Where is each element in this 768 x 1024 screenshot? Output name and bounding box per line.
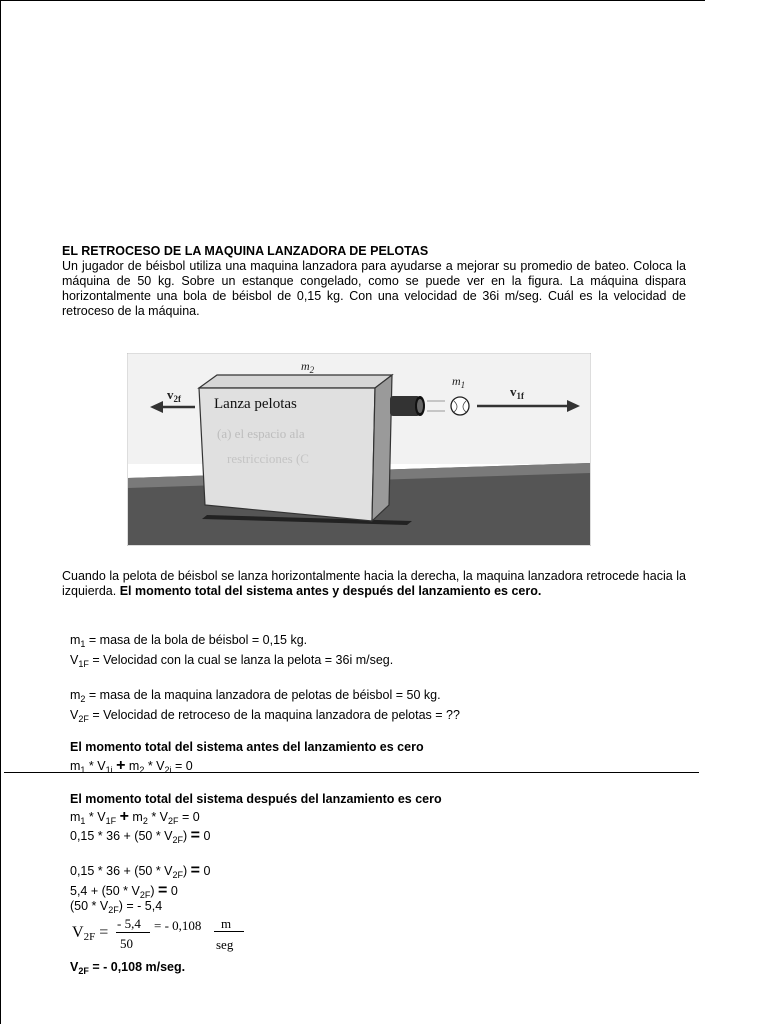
fraction-denominator: 50	[120, 936, 133, 951]
definition-v2f-text: = Velocidad de retroceso de la maquina lanzadora de pelotas = ??	[88, 708, 460, 722]
document-title: EL RETROCESO DE LA MAQUINA LANZADORA DE PELOTAS	[62, 244, 429, 258]
fraction-bar	[116, 932, 150, 933]
label-m1: $m_1$	[452, 374, 466, 390]
step-d-left-text: (50 * V	[70, 899, 109, 913]
label-m2: $m_2$	[301, 359, 315, 375]
svg-text:restricciones (C: restricciones (C	[227, 451, 309, 466]
pitching-machine-figure	[127, 353, 591, 546]
box-label: Lanza pelotas	[214, 396, 297, 412]
definition-v1f-text: = Velocidad con la cual se lanza la pelota = 36i m/seg.	[88, 653, 394, 667]
definition-v1f: $V_{1F}$ = Velocidad con la cual se lanza la pelota = 36i m/seg.	[70, 653, 394, 669]
left-border-line	[0, 0, 1, 1024]
substitution-step-1: $0,15 * 36 + (50 * V_{2F}) = 0$	[70, 827, 211, 845]
final-answer: $V_{2F}$ = - 0,108 m/seg.	[70, 960, 186, 976]
substitution-step-4: $(50 * V_{2F})$ = - 5,4	[70, 899, 163, 915]
final-answer-text: = - 0,108 m/seg.	[88, 960, 186, 974]
definition-v2f: $V_{2F}$ = Velocidad de retroceso de la maquina lanzadora de pelotas = ??	[70, 708, 460, 724]
top-border-line	[0, 0, 705, 1]
result-variable: $V_{2F}$ =	[72, 924, 109, 943]
explanation-paragraph	[62, 569, 686, 599]
explanation-bold-text: El momento total del sistema antes y después del lanzamiento es cero.	[119, 584, 542, 598]
definition-m2-text: = masa de la maquina lanzadora de pelotas de béisbol = 50 kg.	[85, 688, 441, 702]
step-b-text: 0,15 * 36 + (50 * V	[70, 864, 173, 878]
step-a-text: 0,15 * 36 + (50 * V	[70, 829, 173, 843]
label-v2f: $v_{2f}$	[167, 387, 181, 404]
definition-m1: $m_1$ = masa de la bola de béisbol = 0,15 kg.	[70, 633, 308, 649]
problem-statement: Un jugador de béisbol utiliza una maquina lanzadora para ayudarse a mejorar su promedio de bateo. Coloca la máquina de 50 kg. Sobre un estanque congelado, como se puede ver en la figura. La máquina dispara horizontalmente una bola de béisbol de 0,15 kg. Con una velocidad de 36i m/seg. Cuál es la velocidad de retroceso de la máquina.	[62, 259, 686, 318]
after-launch-heading: El momento total del sistema después del lanzamiento es cero	[70, 792, 442, 806]
unit-fraction-bar	[214, 931, 244, 932]
step-d-right-text: ) = - 5,4	[118, 899, 163, 913]
fraction-result-value: = - 0,108	[154, 918, 202, 933]
before-launch-heading: El momento total del sistema antes del lanzamiento es cero	[70, 740, 424, 754]
page-break-line	[4, 772, 699, 773]
fraction-numerator: - 5,4	[117, 916, 141, 931]
before-launch-equation: $m_1 * V_{1i} + m_2 * V_{2i} = 0$	[70, 757, 193, 775]
label-v1f: $v_{1f}$	[510, 384, 524, 401]
unit-numerator: m	[221, 916, 232, 931]
substitution-step-2: $0,15 * 36 + (50 * V_{2F}) = 0$	[70, 862, 211, 880]
unit-denominator: seg	[216, 937, 234, 952]
explanation-text: Cuando la pelota de béisbol se lanza horizontalmente hacia la derecha, la maquina lanzadora retrocede hacia la izquierda.	[62, 569, 686, 598]
step-c-text: 5,4 + (50 * V	[70, 884, 140, 898]
definition-m2: $m_2$ = masa de la maquina lanzadora de pelotas de béisbol = 50 kg.	[70, 688, 441, 704]
definition-m1-text: = masa de la bola de béisbol = 0,15 kg.	[85, 633, 308, 647]
after-launch-equation: $m_1 * V_{1F} + m_2 * V_{2F} = 0$	[70, 808, 200, 826]
svg-text:(a) el espacio ala: (a) el espacio ala	[217, 426, 305, 441]
substitution-step-3: $5,4 + (50 * V_{2F}) = 0$	[70, 882, 178, 900]
